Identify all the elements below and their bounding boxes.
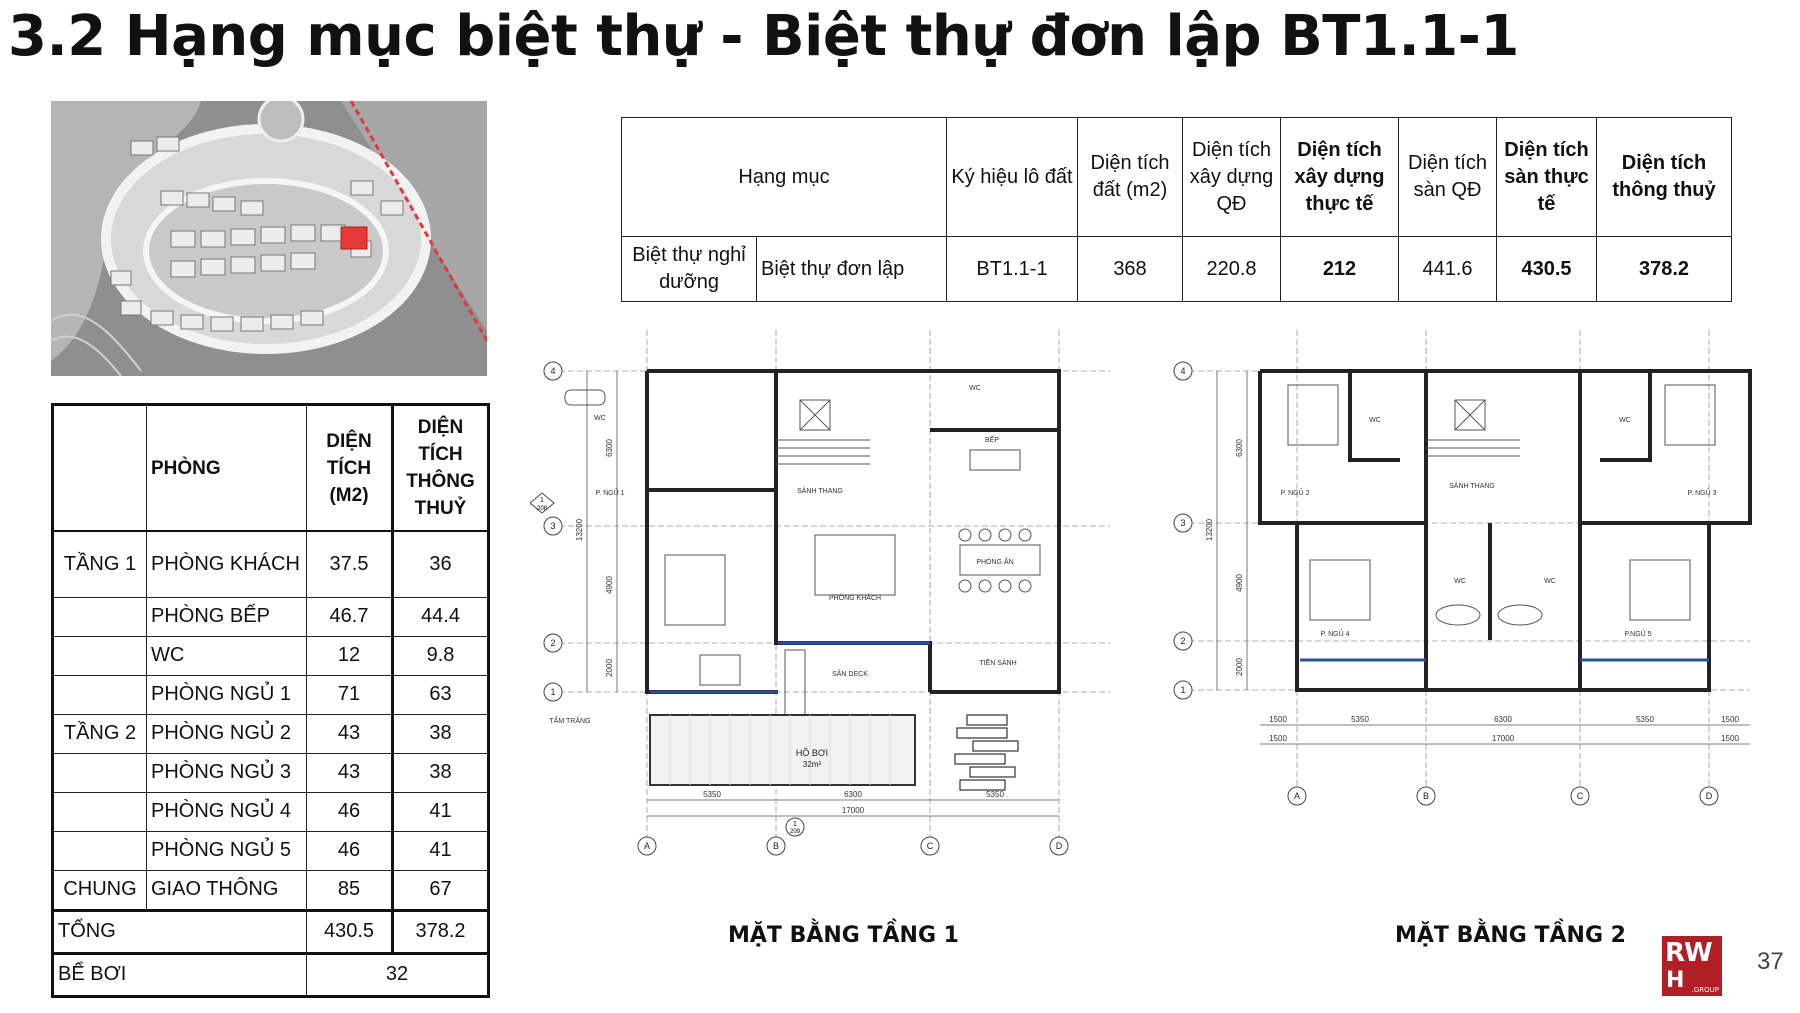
plan1-section-top: 1: [540, 497, 544, 504]
row-net: 9.8: [393, 636, 489, 675]
plan2-axis-3: 3: [1180, 518, 1186, 528]
plan2-axis-1: 1: [1180, 685, 1186, 695]
logo-letters: RW: [1665, 938, 1712, 968]
plan2-dim-bottom-5: 1500: [1721, 715, 1739, 724]
pool-area: 32: [307, 953, 489, 996]
plan2-axis-b: B: [1422, 791, 1430, 801]
row-room: PHÒNG BẾP: [147, 597, 307, 636]
plan2-dim-bottom2-2: 17000: [1491, 734, 1515, 743]
plan1-section-bottom-sub: 209: [789, 829, 801, 835]
plan1-axis-1: 1: [550, 687, 556, 697]
plan2-wc-c-label: WC: [1454, 578, 1466, 585]
plan1-bed1-label: P. NGỦ 1: [595, 490, 625, 497]
cell-floor-area-qd: 441.6: [1399, 237, 1497, 302]
row-net: 44.4: [393, 597, 489, 636]
plan2-bed4-label: P. NGỦ 4: [1320, 631, 1350, 638]
plan1-deck-label: SÂN DECK: [832, 671, 868, 678]
row-area: 71: [307, 675, 393, 714]
row-room: PHÒNG KHÁCH: [147, 531, 307, 597]
villa-info-table: [621, 117, 1732, 302]
plan2-label: MẶT BẰNG TẦNG 2: [1395, 923, 1626, 948]
row-area: 37.5: [307, 531, 393, 597]
header-floor-area-qd: Diện tích sàn QĐ: [1399, 118, 1497, 237]
plan2-axis-2: 2: [1180, 636, 1186, 646]
header-net-area: DIỆN TÍCH THÔNG THUỶ: [393, 405, 489, 532]
total-label: TỔNG: [53, 910, 307, 953]
plan2-axis-c: C: [1576, 791, 1584, 801]
plan1-section-top-sub: 208: [536, 506, 548, 512]
row-net: 38: [393, 714, 489, 753]
plan2-dim-left-total: 13200: [1205, 518, 1214, 542]
row-net: 63: [393, 675, 489, 714]
plan1-axis-a: A: [643, 841, 651, 851]
plan1-dim-total: 17000: [841, 806, 865, 815]
logo-sub: H: [1666, 968, 1685, 993]
plan1-stair-label: SẢNH THANG: [797, 488, 843, 495]
plan2-bed3-label: P. NGỦ 3: [1687, 490, 1717, 497]
plan1-dim-bottom-1: 5350: [703, 790, 721, 799]
plan1-dim-left-1: 6300: [605, 439, 614, 457]
plan2-dim-bottom-3: 6300: [1494, 715, 1512, 724]
row-net: 38: [393, 753, 489, 792]
floor-plan-2: [1160, 330, 1760, 820]
row-net: 36: [393, 531, 489, 597]
plan1-axis-4: 4: [550, 366, 556, 376]
cell-build-area-qd: 220.8: [1183, 237, 1281, 302]
plan1-axis-3: 3: [550, 521, 556, 531]
plan2-axis-d: D: [1705, 791, 1713, 801]
plan2-dim-bottom-4: 5350: [1636, 715, 1654, 724]
row-area: 46: [307, 792, 393, 831]
plan1-dim-bottom-2: 6300: [844, 790, 862, 799]
plan1-axis-d: D: [1055, 841, 1063, 851]
row-area: 43: [307, 714, 393, 753]
company-logo: [1662, 936, 1722, 996]
header-land-area: Diện tích đất (m2): [1078, 118, 1183, 237]
cell-floor-area-actual: 430.5: [1497, 237, 1597, 302]
plan2-dim-bottom-1: 1500: [1269, 715, 1287, 724]
row-net: 41: [393, 792, 489, 831]
header-build-area-actual: Diện tích xây dựng thực tế: [1281, 118, 1399, 237]
row-floor: [53, 831, 147, 870]
plan1-dim-left-2: 4900: [605, 576, 614, 594]
row-area: 46: [307, 831, 393, 870]
plan1-wc1-label: WC: [594, 415, 606, 422]
cell-type: Biệt thự đơn lập: [757, 237, 947, 302]
room-area-table: [51, 403, 490, 998]
plan2-bed5-label: P.NGỦ 5: [1624, 631, 1652, 638]
header-room: PHÒNG: [147, 405, 307, 532]
plan1-pool-label: HỒ BƠI: [795, 748, 829, 758]
logo-group: .GROUP: [1691, 986, 1719, 994]
header-build-area-qd: Diện tích xây dựng QĐ: [1183, 118, 1281, 237]
row-area: 43: [307, 753, 393, 792]
plan1-wc2-label: WC: [969, 385, 981, 392]
plan2-dim-bottom2-1: 1500: [1269, 734, 1287, 743]
row-area: 85: [307, 870, 393, 910]
plan2-dim-bottom-2: 5350: [1351, 715, 1369, 724]
header-area: DIỆN TÍCH (M2): [307, 405, 393, 532]
cell-land-area: 368: [1078, 237, 1183, 302]
plan1-axis-c: C: [926, 841, 934, 851]
site-map-image: [51, 101, 487, 376]
row-floor: [53, 636, 147, 675]
page-title: 3.2 Hạng mục biệt thự - Biệt thự đơn lập BT1.1-1: [8, 4, 1519, 69]
row-floor: [53, 675, 147, 714]
page-number: 37: [1757, 948, 1784, 975]
row-net: 67: [393, 870, 489, 910]
header-floor: [53, 405, 147, 532]
plan2-dim-bottom2-3: 1500: [1721, 734, 1739, 743]
row-room: WC: [147, 636, 307, 675]
plan1-label: MẶT BẰNG TẦNG 1: [728, 923, 959, 948]
row-floor: TẦNG 1: [53, 531, 147, 597]
plan1-terrace-label: TẮM TRẮNG: [549, 718, 591, 725]
plan2-wc-b-label: WC: [1619, 417, 1631, 424]
plan1-axis-2: 2: [550, 638, 556, 648]
row-area: 12: [307, 636, 393, 675]
row-floor: [53, 792, 147, 831]
row-room: PHÒNG NGỦ 5: [147, 831, 307, 870]
plan2-bed2-label: P. NGỦ 2: [1280, 490, 1310, 497]
header-floor-area-actual: Diện tích sàn thực tế: [1497, 118, 1597, 237]
plan1-lobby-label: TIỀN SẢNH: [979, 660, 1017, 667]
plan1-living-label: PHÒNG KHÁCH: [828, 595, 882, 602]
row-room: PHÒNG NGỦ 2: [147, 714, 307, 753]
row-floor: [53, 753, 147, 792]
cell-net-area: 378.2: [1597, 237, 1732, 302]
total-area: 430.5: [307, 910, 393, 953]
cell-group: Biệt thự nghỉ dưỡng: [622, 237, 757, 302]
plan1-dining-label: PHÒNG ĂN: [976, 559, 1014, 566]
total-net: 378.2: [393, 910, 489, 953]
plan1-dim-left-3: 2000: [605, 659, 614, 677]
row-floor: [53, 597, 147, 636]
cell-lot: BT1.1-1: [947, 237, 1078, 302]
row-room: PHÒNG NGỦ 4: [147, 792, 307, 831]
pool-label: BỂ BƠI: [53, 953, 307, 996]
plan1-kitchen-label: BẾP: [984, 437, 1000, 444]
plan2-dim-left-3: 2000: [1235, 658, 1244, 676]
floor-plan-1: [530, 330, 1140, 870]
header-lot: Ký hiệu lô đất: [947, 118, 1078, 237]
plan1-dim-left-total: 13200: [575, 518, 584, 542]
plan2-wc-d-label: WC: [1544, 578, 1556, 585]
header-category: Hạng mục: [622, 118, 947, 237]
row-area: 46.7: [307, 597, 393, 636]
cell-build-area-actual: 212: [1281, 237, 1399, 302]
plan1-section-bottom: 1: [793, 821, 797, 828]
plan2-axis-a: A: [1293, 791, 1301, 801]
plan1-axis-b: B: [772, 841, 780, 851]
row-floor: CHUNG: [53, 870, 147, 910]
plan2-stair-label: SẢNH THANG: [1449, 483, 1495, 490]
row-room: PHÒNG NGỦ 1: [147, 675, 307, 714]
row-room: PHÒNG NGỦ 3: [147, 753, 307, 792]
row-floor: TẦNG 2: [53, 714, 147, 753]
row-net: 41: [393, 831, 489, 870]
plan1-dim-bottom-3: 5350: [986, 790, 1004, 799]
plan2-dim-left-2: 4900: [1235, 574, 1244, 592]
header-net-area: Diện tích thông thuỷ: [1597, 118, 1732, 237]
plan1-pool-area: 32m²: [802, 760, 822, 769]
row-room: GIAO THÔNG: [147, 870, 307, 910]
plan2-axis-4: 4: [1180, 366, 1186, 376]
plan2-wc-a-label: WC: [1369, 417, 1381, 424]
plan2-dim-left-1: 6300: [1235, 439, 1244, 457]
